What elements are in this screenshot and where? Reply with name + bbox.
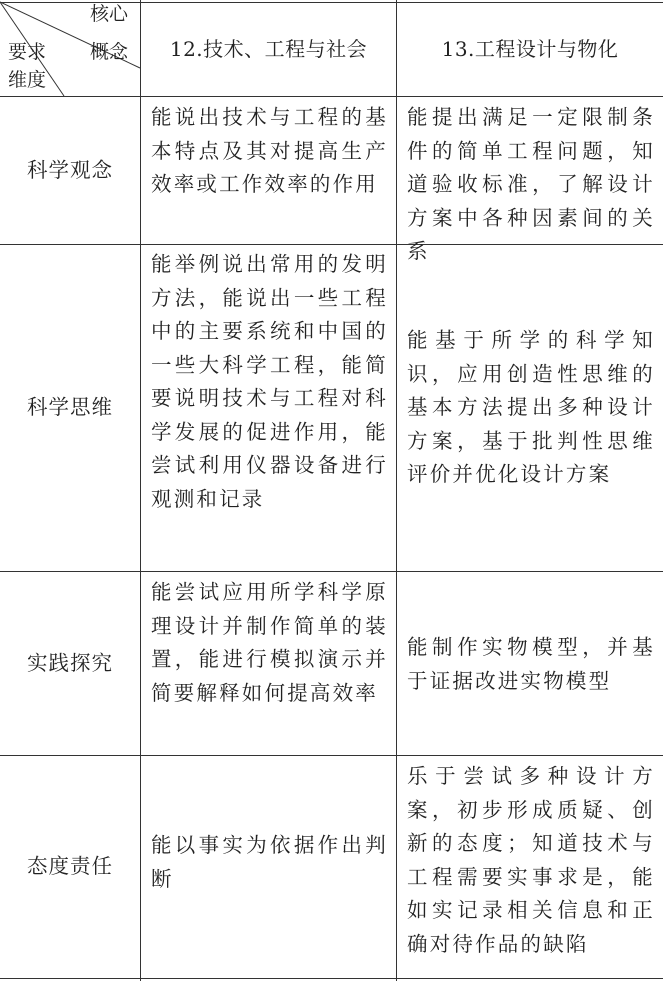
row-dimension-practice-inquiry: 实践探究: [27, 650, 113, 675]
row-dimension-scientific-concept: 科学观念: [27, 157, 113, 182]
column-header-tech-engineering-society: 12.技术、工程与社会: [169, 36, 368, 61]
row-dimension-attitude-responsibility: 态度责任: [27, 854, 113, 879]
table-cell: 乐于尝试多种设计方案，初步形成质疑、创新的态度；知道技术与工程需要实事求是，能如实记录相关信息和正确对待作品的缺陷: [407, 764, 655, 956]
table-cell: 能提出满足一定限制条件的简单工程问题，知道验收标准，了解设计方案中各种因素间的关系: [407, 105, 655, 263]
table-cell: 能以事实为依据作出判断: [151, 833, 388, 891]
table-cell: 能尝试应用所学科学原理设计并制作简单的装置，能进行模拟演示并简要解释如何提高效率: [151, 580, 388, 705]
table-cell: 能说出技术与工程的基本特点及其对提高生产效率或工作效率的作用: [151, 105, 388, 196]
corner-label-requirement: 要求: [8, 41, 47, 63]
corner-label-core: 核心: [90, 3, 129, 25]
table-cell: 能基于所学的科学知识，应用创造性思维的基本方法提出多种设计方案，基于批判性思维评价并优化设计方案: [407, 328, 655, 486]
corner-label-dimension: 维度: [8, 69, 47, 91]
corner-label-concept: 概念: [90, 41, 129, 63]
column-header-engineering-design: 13.工程设计与物化: [441, 36, 619, 61]
table-cell: 能制作实物模型，并基于证据改进实物模型: [407, 635, 655, 693]
table-bottom-border: [0, 978, 663, 979]
row-dimension-scientific-thinking: 科学思维: [27, 395, 113, 420]
table-cell: 能举例说出常用的发明方法，能说出一些工程中的主要系统和中国的一些大科学工程，能简要说明技术与工程对科学发展的促进作用，能尝试利用仪器设备进行观测和记录: [151, 252, 388, 511]
